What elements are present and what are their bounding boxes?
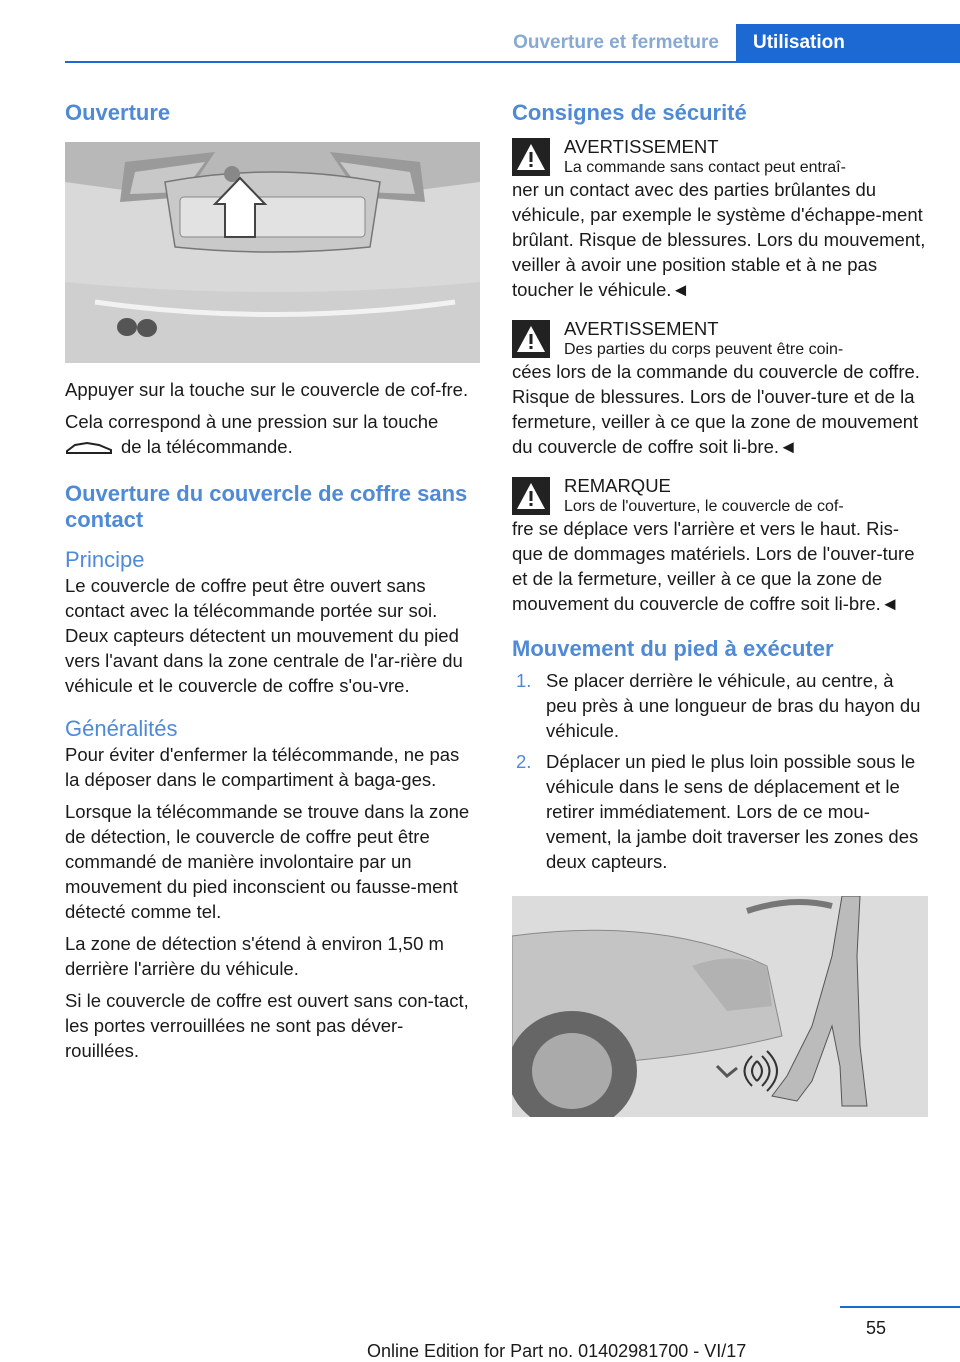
para-generalites-2: Lorsque la télécommande se trouve dans la zone de détection, le couvercle de coffre peut être commandé de manière involontaire par un mouvement du pied inconscient ou fausse-ment détecté comme tel.: [65, 801, 470, 922]
warning-1: [512, 134, 928, 302]
steps-list: [512, 668, 928, 874]
notice-3-body: fre se déplace vers l'arrière et vers le haut. Ris-que de dommages matériels. Lors de l'ouver-ture et de la fermeture, veiller à ce que la zone de mouvement du couvercle de coffre soit li-bre.◄: [512, 518, 915, 614]
warning-triangle-icon: [512, 477, 550, 515]
warning-2-first-line: Des parties du corps peuvent être coin-: [564, 341, 844, 358]
heading-generalites: Généralités: [65, 716, 178, 741]
warning-2-title: AVERTISSEMENT: [564, 318, 719, 339]
warning-1-body: ner un contact avec des parties brûlantes du véhicule, par exemple le système d'échappe-ment brûlant. Risque de blessures. Lors du mouvement, veiller à avoir une position stable et à ne pas toucher le véhicule.◄: [512, 179, 926, 300]
warning-2: [512, 316, 928, 459]
warning-2-body: cées lors de la commande du couvercle de coffre. Risque de blessures. Lors de l'ouver-ture et de la fermeture, veiller à ce que la zone de mouvement du couvercle de coffre soit li-bre.◄: [512, 361, 920, 457]
warning-1-first-line: La commande sans contact peut entraî-: [564, 159, 846, 176]
heading-mouvement: Mouvement du pied à exécuter: [512, 636, 834, 661]
notice-3: [512, 473, 928, 616]
para-generalites-1: Pour éviter d'enfermer la télécommande, ne pas la déposer dans le compartiment à baga-ges.: [65, 744, 460, 790]
para-generalites-3: La zone de détection s'étend à environ 1,50 m derrière l'arrière du véhicule.: [65, 933, 444, 979]
para-press-button: Appuyer sur la touche sur le couvercle de cof-fre.: [65, 379, 469, 400]
list-item: 1. Se placer derrière le véhicule, au centre, à peu près à une longueur de bras du hayon du véhicule.: [516, 670, 921, 741]
heading-consignes: Consignes de sécurité: [512, 100, 747, 125]
warning-triangle-icon: [512, 138, 550, 176]
para-principe: Le couvercle de coffre peut être ouvert sans contact avec la télécommande portée sur soi. Deux capteurs détectent un mouvement du pied vers l'avant dans la zone centrale de l'ar-rière du véhicule et le couvercle de coffre s'ou-vre.: [65, 575, 463, 696]
footer-rule: [840, 1306, 960, 1308]
page-number: 55: [865, 1318, 886, 1338]
heading-principe: Principe: [65, 547, 145, 572]
left-column: [65, 100, 477, 1070]
notice-3-title: REMARQUE: [564, 475, 671, 496]
warning-triangle-icon: [512, 320, 550, 358]
trunk-button-illustration: [65, 142, 480, 363]
car-trunk-key-icon: [65, 439, 113, 457]
foot-movement-illustration: [512, 896, 928, 1117]
heading-ouverture: Ouverture: [65, 100, 171, 125]
para-generalites-4: Si le couvercle de coffre est ouvert sans con-tact, les portes verrouillées ne sont pas déver-rouillées.: [65, 990, 469, 1061]
warning-1-title: AVERTISSEMENT: [564, 136, 719, 157]
header-section-title: Ouverture et fermeture: [513, 32, 719, 53]
notice-3-first-line: Lors de l'ouverture, le couvercle de cof-: [564, 498, 844, 515]
para-remote-correspondence: Cela correspond à une pression sur la touche de la télécommande.: [65, 411, 439, 457]
header-chapter-tab: Utilisation: [736, 24, 960, 63]
list-item: 2. Déplacer un pied le plus loin possible sous le véhicule dans le sens de déplacement et le retirer immédiatement. Lors de ce mou-vement, la jambe doit traverser les zones des deux capteurs.: [516, 751, 919, 872]
right-column: [512, 100, 928, 1117]
heading-ouverture-sans-contact: Ouverture du couvercle de coffre sans contact: [65, 481, 468, 532]
edition-footer: Online Edition for Part no. 01402981700 - VI/17: [367, 1341, 747, 1361]
